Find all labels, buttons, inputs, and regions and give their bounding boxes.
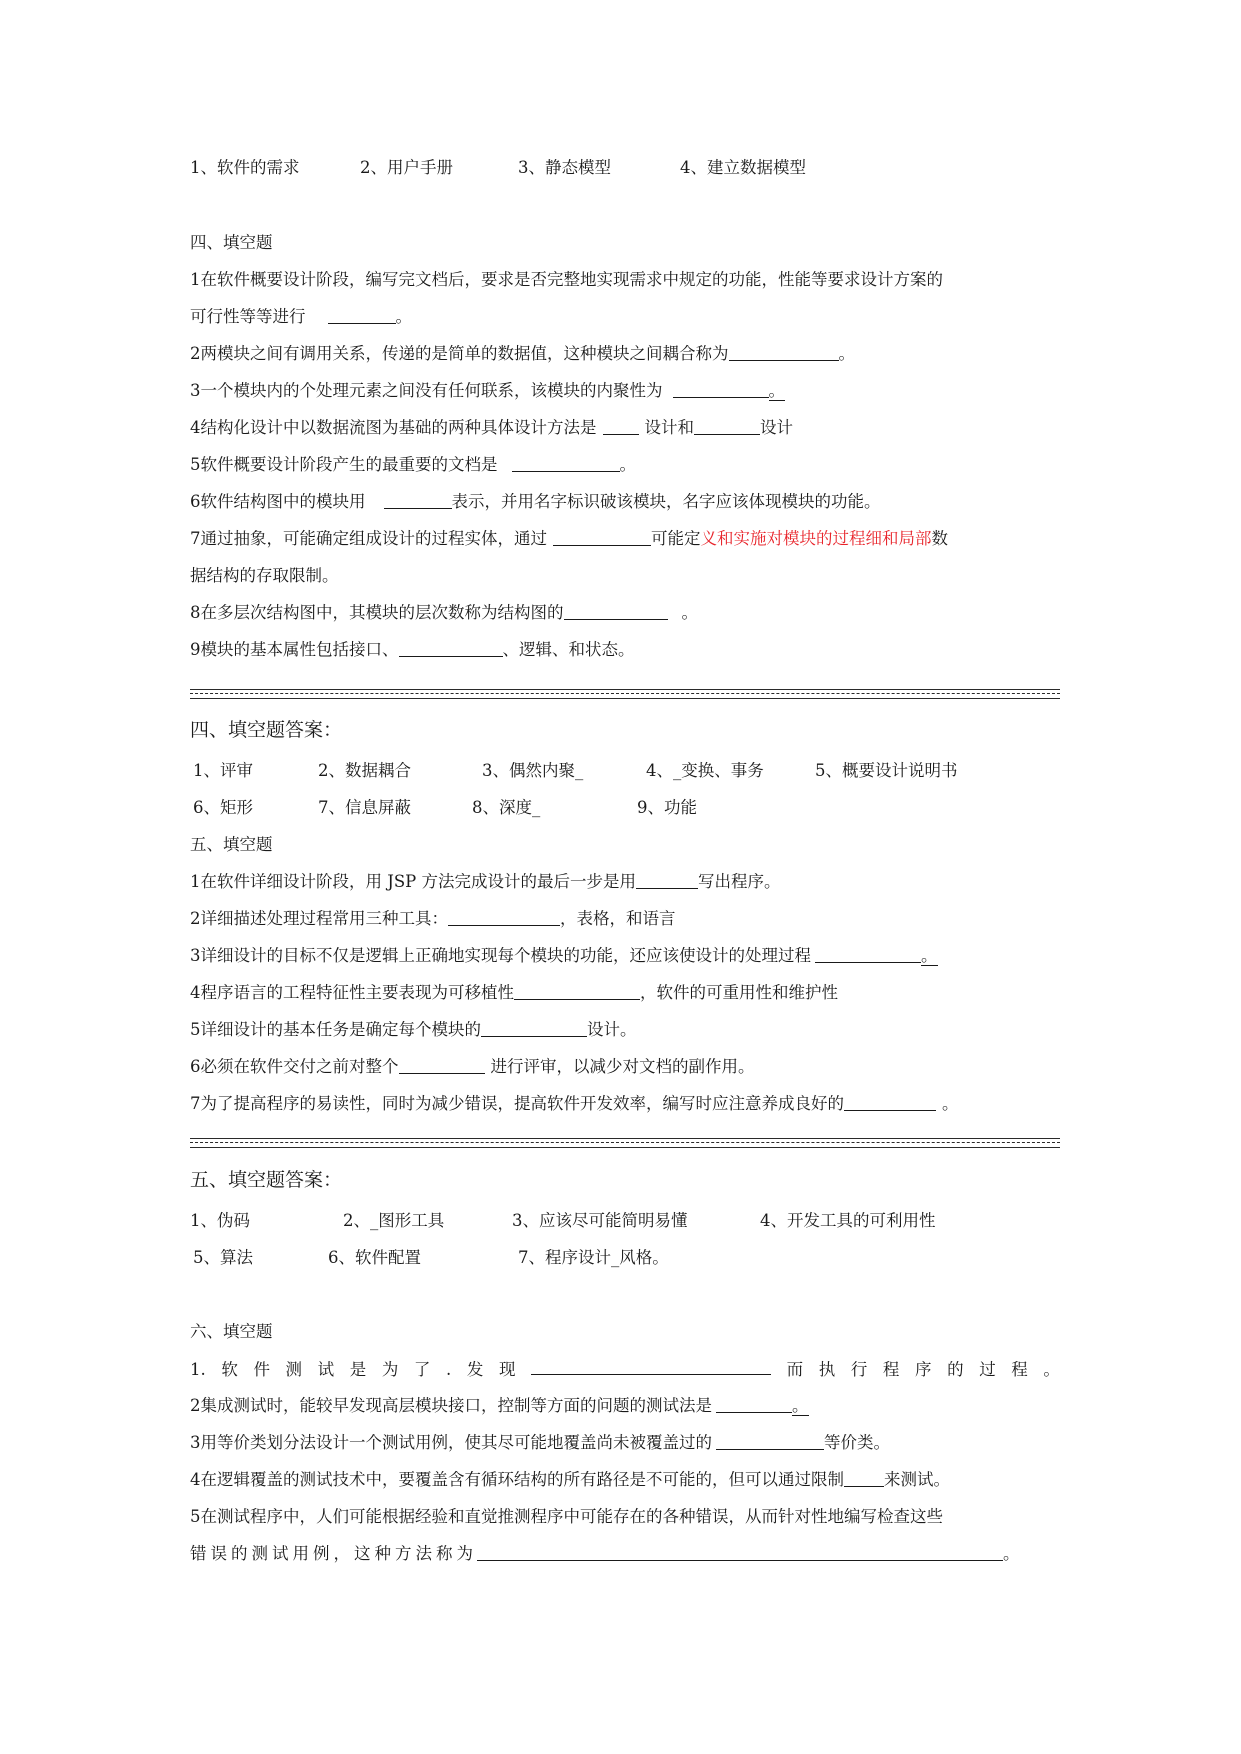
answer-4-4: 4、_变换、事务	[646, 761, 764, 780]
blank	[729, 345, 839, 361]
blank	[716, 1434, 824, 1450]
s4-q5: 5软件概要设计阶段产生的最重要的文档是 。	[190, 455, 636, 474]
answer-5-3: 3、应该尽可能简明易懂	[512, 1211, 688, 1230]
s4-q4: 4结构化设计中以数据流图为基础的两种具体设计方法是 设计和 设计	[190, 418, 793, 437]
answer-5-7: 7、程序设计_风格。	[518, 1248, 669, 1267]
blank	[399, 1058, 485, 1074]
blank	[328, 308, 396, 324]
blank	[514, 984, 640, 1000]
s4-q7-line1: 7通过抽象，可能确定组成设计的过程实体，通过 可能定义和实施对模块的过程细和局部数	[190, 529, 948, 548]
blank	[481, 1021, 587, 1037]
s6-q5-line2: 错误的测试用例，这种方法称为 。	[190, 1544, 1020, 1563]
s6-q3: 3用等价类划分法设计一个测试用例，使其尽可能地覆盖尚未被覆盖过的 等价类。	[190, 1433, 890, 1452]
s5-q7: 7为了提高程序的易读性，同时为减少错误，提高软件开发效率，编写时应注意养成良好的 。	[190, 1094, 959, 1113]
s6-q4: 4在逻辑覆盖的测试技术中，要覆盖含有循环结构的所有路径是不可能的，但可以通过限制 来测试。	[190, 1470, 950, 1489]
answer-4-1: 1、评审	[193, 761, 253, 780]
option-3: 3、静态模型	[518, 158, 611, 177]
answers-5-title: 五、填空题答案：	[190, 1169, 343, 1191]
s4-q9: 9模块的基本属性包括接口、 、逻辑、和状态。	[190, 640, 635, 659]
blank	[603, 419, 639, 435]
answer-4-9: 9、功能	[637, 798, 697, 817]
s5-q2: 2详细描述处理过程常用三种工具： ，表格，和语言	[190, 909, 676, 928]
answer-5-6: 6、软件配置	[328, 1248, 421, 1267]
s5-q4: 4程序语言的工程特征性主要表现为可移植性 ，软件的可重用性和维护性	[190, 983, 838, 1002]
s4-q7-line2: 据结构的存取限制。	[190, 566, 339, 585]
answer-4-3: 3、偶然内聚_	[482, 761, 584, 780]
answer-5-5: 5、算法	[193, 1248, 253, 1267]
s4-q6: 6软件结构图中的模块用 表示，并用名字标识破该模块，名字应该体现模块的功能。	[190, 492, 881, 511]
s4-q3: 3一个模块内的个处理元素之间没有任何联系，该模块的内聚性为 。	[190, 381, 785, 400]
blank	[384, 493, 452, 509]
answer-5-2: 2、_图形工具	[343, 1211, 445, 1230]
blank	[844, 1471, 884, 1487]
blank	[448, 910, 560, 926]
separator-line	[190, 1138, 1060, 1148]
answer-4-5: 5、概要设计说明书	[815, 761, 958, 780]
separator-line	[190, 689, 1060, 699]
answer-4-7: 7、信息屏蔽	[318, 798, 411, 817]
answers-4-title: 四、填空题答案：	[190, 719, 343, 741]
s6-q5-line1: 5在测试程序中，人们可能根据经验和直觉推测程序中可能存在的各种错误，从而针对性地编写检查这些	[190, 1507, 943, 1526]
blank	[553, 530, 651, 546]
blank	[531, 1359, 771, 1375]
answer-5-4: 4、开发工具的可利用性	[760, 1211, 936, 1230]
s4-q2: 2两模块之间有调用关系，传递的是简单的数据值，这种模块之间耦合称为 。	[190, 344, 855, 363]
s5-q6: 6必须在软件交付之前对整个 进行评审，以减少对文档的副作用。	[190, 1057, 755, 1076]
section-6-title: 六、填空题	[190, 1322, 273, 1341]
option-4: 4、建立数据模型	[680, 158, 806, 177]
section-4-title: 四、填空题	[190, 233, 273, 252]
answer-4-6: 6、矩形	[193, 798, 253, 817]
blank	[399, 641, 503, 657]
blank	[636, 873, 698, 889]
blank	[716, 1397, 792, 1413]
blank	[477, 1545, 1003, 1561]
blank	[512, 456, 620, 472]
answer-4-8: 8、深度_	[472, 798, 541, 817]
s5-q3: 3详细设计的目标不仅是逻辑上正确地实现每个模块的功能，还应该使设计的处理过程 。	[190, 946, 938, 965]
option-2: 2、用户手册	[360, 158, 453, 177]
answer-5-1: 1、伪码	[190, 1211, 250, 1230]
section-5-title: 五、填空题	[190, 835, 273, 854]
s6-q2: 2集成测试时，能较早发现高层模块接口，控制等方面的问题的测试法是 。	[190, 1396, 809, 1415]
s6-q1: 1. 软 件 测 试 是 为 了 . 发 现 而 执 行 程 序 的 过 程 。	[190, 1360, 1060, 1379]
s5-q5: 5详细设计的基本任务是确定每个模块的 设计。	[190, 1020, 637, 1039]
s4-q8: 8在多层次结构图中，其模块的层次数称为结构图的 。	[190, 603, 698, 622]
s4-q1-line2: 可行性等等进行 。	[190, 307, 412, 326]
blank	[673, 382, 769, 398]
s4-q1-line1: 1在软件概要设计阶段，编写完文档后，要求是否完整地实现需求中规定的功能，性能等要求设计方案的	[190, 270, 943, 289]
s5-q1: 1在软件详细设计阶段，用 JSP 方法完成设计的最后一步是用 写出程序。	[190, 872, 781, 891]
blank	[815, 947, 921, 963]
blank	[564, 604, 668, 620]
blank	[694, 419, 760, 435]
blank	[844, 1095, 936, 1111]
option-1: 1、软件的需求	[190, 158, 300, 177]
answer-4-2: 2、数据耦合	[318, 761, 411, 780]
